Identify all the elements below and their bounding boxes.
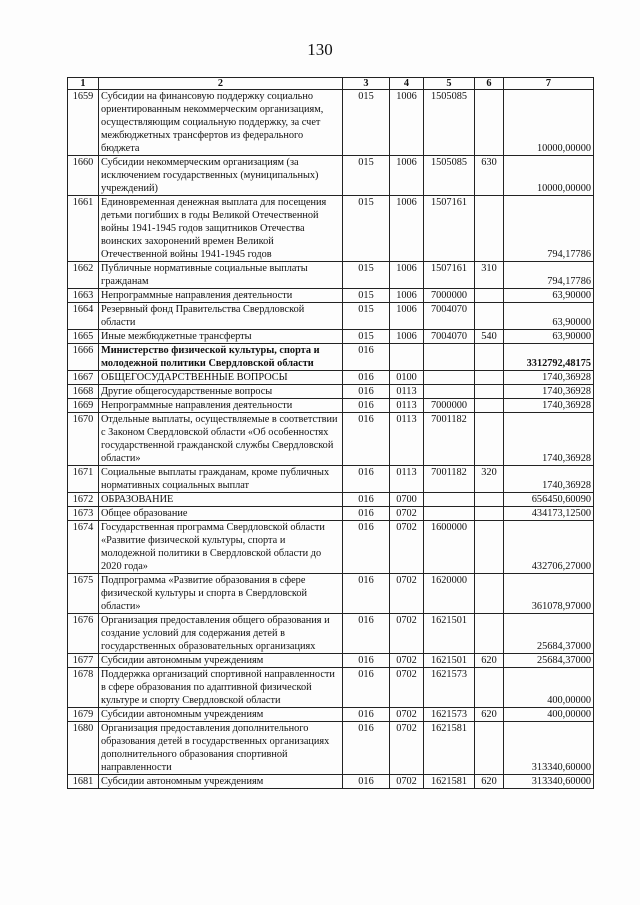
code-expense-type xyxy=(475,385,504,399)
code-expense-type xyxy=(475,303,504,330)
code-expense-type xyxy=(475,289,504,303)
code-section: 0702 xyxy=(390,521,424,574)
row-amount: 63,90000 xyxy=(504,303,594,330)
row-amount: 1740,36928 xyxy=(504,413,594,466)
code-expense-type: 620 xyxy=(475,708,504,722)
row-number: 1679 xyxy=(68,708,99,722)
code-expense-type xyxy=(475,493,504,507)
table-row xyxy=(68,654,594,668)
code-target xyxy=(424,385,475,399)
code-section: 0113 xyxy=(390,385,424,399)
code-target xyxy=(424,493,475,507)
column-header: 5 xyxy=(424,78,475,90)
row-amount: 25684,37000 xyxy=(504,654,594,668)
row-number: 1663 xyxy=(68,289,99,303)
row-amount: 434173,12500 xyxy=(504,507,594,521)
row-amount: 63,90000 xyxy=(504,289,594,303)
code-expense-type xyxy=(475,399,504,413)
table-row xyxy=(68,330,594,344)
code-target: 7000000 xyxy=(424,289,475,303)
row-amount: 400,00000 xyxy=(504,708,594,722)
code-section: 0702 xyxy=(390,775,424,789)
row-amount: 656450,60090 xyxy=(504,493,594,507)
table-row xyxy=(68,466,594,493)
row-amount: 400,00000 xyxy=(504,668,594,708)
code-section: 1006 xyxy=(390,156,424,196)
code-ved: 016 xyxy=(343,493,390,507)
row-number: 1662 xyxy=(68,262,99,289)
row-amount: 794,17786 xyxy=(504,196,594,262)
table-row xyxy=(68,668,594,708)
row-name: Государственная программа Свердловской области «Развитие физической культуры, спорта и молодежной политики в Свердловской области до 2020 года» xyxy=(99,521,343,574)
code-ved: 016 xyxy=(343,521,390,574)
code-ved: 016 xyxy=(343,654,390,668)
column-header: 2 xyxy=(99,78,343,90)
table-row xyxy=(68,196,594,262)
row-amount: 1740,36928 xyxy=(504,371,594,385)
row-number: 1674 xyxy=(68,521,99,574)
row-amount: 313340,60000 xyxy=(504,722,594,775)
row-amount: 1740,36928 xyxy=(504,399,594,413)
row-name: Субсидии автономным учреждениям xyxy=(99,654,343,668)
table-row xyxy=(68,156,594,196)
row-number: 1664 xyxy=(68,303,99,330)
row-number: 1673 xyxy=(68,507,99,521)
code-target: 1621501 xyxy=(424,614,475,654)
code-ved: 016 xyxy=(343,614,390,654)
code-ved: 016 xyxy=(343,722,390,775)
row-name: Организация предоставления дополнительного образования детей в государственных организациях дополнительного образования спортивной направленности xyxy=(99,722,343,775)
table-row xyxy=(68,413,594,466)
code-expense-type xyxy=(475,90,504,156)
code-ved: 016 xyxy=(343,574,390,614)
code-ved: 016 xyxy=(343,466,390,493)
code-section: 0100 xyxy=(390,371,424,385)
code-section: 0702 xyxy=(390,614,424,654)
code-ved: 016 xyxy=(343,775,390,789)
row-number: 1672 xyxy=(68,493,99,507)
code-expense-type xyxy=(475,614,504,654)
row-amount: 432706,27000 xyxy=(504,521,594,574)
row-number: 1678 xyxy=(68,668,99,708)
row-name: Субсидии автономным учреждениям xyxy=(99,708,343,722)
code-target: 7004070 xyxy=(424,303,475,330)
table-row xyxy=(68,574,594,614)
code-section: 0702 xyxy=(390,708,424,722)
code-target: 7001182 xyxy=(424,413,475,466)
code-expense-type xyxy=(475,668,504,708)
table-row xyxy=(68,371,594,385)
code-section: 0113 xyxy=(390,399,424,413)
code-ved: 016 xyxy=(343,399,390,413)
column-header: 7 xyxy=(504,78,594,90)
code-expense-type: 620 xyxy=(475,654,504,668)
code-ved: 016 xyxy=(343,344,390,371)
table-row xyxy=(68,399,594,413)
row-name: Общее образование xyxy=(99,507,343,521)
table-row xyxy=(68,775,594,789)
code-target: 1505085 xyxy=(424,156,475,196)
code-expense-type xyxy=(475,521,504,574)
code-section: 0702 xyxy=(390,668,424,708)
row-number: 1676 xyxy=(68,614,99,654)
code-section: 1006 xyxy=(390,196,424,262)
row-name: Организация предоставления общего образования и создание условий для содержания детей в государственных образовательных организациях xyxy=(99,614,343,654)
row-number: 1681 xyxy=(68,775,99,789)
code-ved: 015 xyxy=(343,289,390,303)
code-ved: 016 xyxy=(343,385,390,399)
column-header: 6 xyxy=(475,78,504,90)
row-amount: 313340,60000 xyxy=(504,775,594,789)
code-section: 0700 xyxy=(390,493,424,507)
code-ved: 016 xyxy=(343,668,390,708)
table-row xyxy=(68,385,594,399)
code-target: 1621573 xyxy=(424,668,475,708)
row-amount: 361078,97000 xyxy=(504,574,594,614)
row-amount: 10000,00000 xyxy=(504,156,594,196)
code-target: 1621501 xyxy=(424,654,475,668)
code-ved: 015 xyxy=(343,262,390,289)
row-name: Подпрограмма «Развитие образования в сфере физической культуры и спорта в Свердловской области» xyxy=(99,574,343,614)
table-header-row xyxy=(68,78,594,90)
table-row xyxy=(68,614,594,654)
code-expense-type xyxy=(475,196,504,262)
row-amount: 1740,36928 xyxy=(504,466,594,493)
row-name: Другие общегосударственные вопросы xyxy=(99,385,343,399)
code-expense-type xyxy=(475,344,504,371)
row-name: Субсидии некоммерческим организациям (за исключением государственных (муниципальных) учреждений) xyxy=(99,156,343,196)
code-expense-type: 320 xyxy=(475,466,504,493)
code-target: 1507161 xyxy=(424,196,475,262)
row-number: 1671 xyxy=(68,466,99,493)
table-row xyxy=(68,493,594,507)
row-name: Единовременная денежная выплата для посещения детьми погибших в годы Великой Отечественной войны 1941-1945 годов защитников Отечества воинских захоронений времен Великой Отечественной войны 1941-1945 годов xyxy=(99,196,343,262)
row-number: 1661 xyxy=(68,196,99,262)
row-number: 1659 xyxy=(68,90,99,156)
code-target: 1621581 xyxy=(424,722,475,775)
table-row xyxy=(68,289,594,303)
row-number: 1675 xyxy=(68,574,99,614)
code-expense-type: 620 xyxy=(475,775,504,789)
row-name: Министерство физической культуры, спорта и молодежной политики Свердловской области xyxy=(99,344,343,371)
table-row xyxy=(68,90,594,156)
code-section: 1006 xyxy=(390,330,424,344)
table-row xyxy=(68,344,594,371)
code-ved: 015 xyxy=(343,90,390,156)
code-ved: 015 xyxy=(343,156,390,196)
code-expense-type xyxy=(475,574,504,614)
code-ved: 015 xyxy=(343,196,390,262)
row-amount: 63,90000 xyxy=(504,330,594,344)
row-number: 1668 xyxy=(68,385,99,399)
code-ved: 016 xyxy=(343,413,390,466)
code-target: 1621581 xyxy=(424,775,475,789)
code-target: 1600000 xyxy=(424,521,475,574)
code-section: 1006 xyxy=(390,289,424,303)
row-name: Иные межбюджетные трансферты xyxy=(99,330,343,344)
code-section xyxy=(390,344,424,371)
code-expense-type xyxy=(475,722,504,775)
row-number: 1669 xyxy=(68,399,99,413)
row-number: 1680 xyxy=(68,722,99,775)
budget-table xyxy=(67,77,594,789)
code-target: 1507161 xyxy=(424,262,475,289)
row-name: Непрограммные направления деятельности xyxy=(99,289,343,303)
code-section: 0702 xyxy=(390,574,424,614)
row-number: 1677 xyxy=(68,654,99,668)
code-section: 0702 xyxy=(390,507,424,521)
row-name: Резервный фонд Правительства Свердловской области xyxy=(99,303,343,330)
row-name: Субсидии автономным учреждениям xyxy=(99,775,343,789)
page-number: 130 xyxy=(307,40,333,59)
code-ved: 016 xyxy=(343,708,390,722)
code-target: 1505085 xyxy=(424,90,475,156)
row-number: 1665 xyxy=(68,330,99,344)
row-name: Публичные нормативные социальные выплаты гражданам xyxy=(99,262,343,289)
code-expense-type xyxy=(475,413,504,466)
code-target: 7004070 xyxy=(424,330,475,344)
table-row xyxy=(68,708,594,722)
row-amount: 10000,00000 xyxy=(504,90,594,156)
code-target xyxy=(424,344,475,371)
row-amount: 25684,37000 xyxy=(504,614,594,654)
code-section: 0702 xyxy=(390,722,424,775)
code-section: 1006 xyxy=(390,90,424,156)
code-target: 1621573 xyxy=(424,708,475,722)
code-target xyxy=(424,507,475,521)
table-row xyxy=(68,507,594,521)
row-amount: 794,17786 xyxy=(504,262,594,289)
code-expense-type: 540 xyxy=(475,330,504,344)
code-section: 1006 xyxy=(390,262,424,289)
code-section: 0702 xyxy=(390,654,424,668)
table-row xyxy=(68,303,594,330)
row-name: Субсидии на финансовую поддержку социально ориентированным некоммерческим организациям, осуществляющим социальную поддержку, за счет межбюджетных трансфертов из федерального бюджета xyxy=(99,90,343,156)
code-section: 0113 xyxy=(390,413,424,466)
code-ved: 015 xyxy=(343,303,390,330)
row-name: Социальные выплаты гражданам, кроме публичных нормативных социальных выплат xyxy=(99,466,343,493)
row-name: Поддержка организаций спортивной направленности в сфере образования по адаптивной физической культуре и спорту Свердловской области xyxy=(99,668,343,708)
code-ved: 016 xyxy=(343,371,390,385)
row-name: ОБЩЕГОСУДАРСТВЕННЫЕ ВОПРОСЫ xyxy=(99,371,343,385)
row-number: 1667 xyxy=(68,371,99,385)
table-row xyxy=(68,521,594,574)
row-name: Отдельные выплаты, осуществляемые в соответствии с Законом Свердловской области «Об особенностях государственной гражданской службы Свердловской области» xyxy=(99,413,343,466)
code-section: 0113 xyxy=(390,466,424,493)
row-number: 1670 xyxy=(68,413,99,466)
column-header: 1 xyxy=(68,78,99,90)
row-name: ОБРАЗОВАНИЕ xyxy=(99,493,343,507)
row-amount: 3312792,48175 xyxy=(504,344,594,371)
code-target: 7000000 xyxy=(424,399,475,413)
table-row xyxy=(68,722,594,775)
code-target: 1620000 xyxy=(424,574,475,614)
table-row xyxy=(68,262,594,289)
row-number: 1660 xyxy=(68,156,99,196)
code-expense-type xyxy=(475,507,504,521)
code-section: 1006 xyxy=(390,303,424,330)
row-amount: 1740,36928 xyxy=(504,385,594,399)
code-expense-type: 310 xyxy=(475,262,504,289)
code-ved: 015 xyxy=(343,330,390,344)
budget-table-body xyxy=(68,78,594,789)
code-expense-type xyxy=(475,371,504,385)
column-header: 4 xyxy=(390,78,424,90)
code-ved: 016 xyxy=(343,507,390,521)
row-name: Непрограммные направления деятельности xyxy=(99,399,343,413)
code-target: 7001182 xyxy=(424,466,475,493)
code-target xyxy=(424,371,475,385)
code-expense-type: 630 xyxy=(475,156,504,196)
column-header: 3 xyxy=(343,78,390,90)
row-number: 1666 xyxy=(68,344,99,371)
